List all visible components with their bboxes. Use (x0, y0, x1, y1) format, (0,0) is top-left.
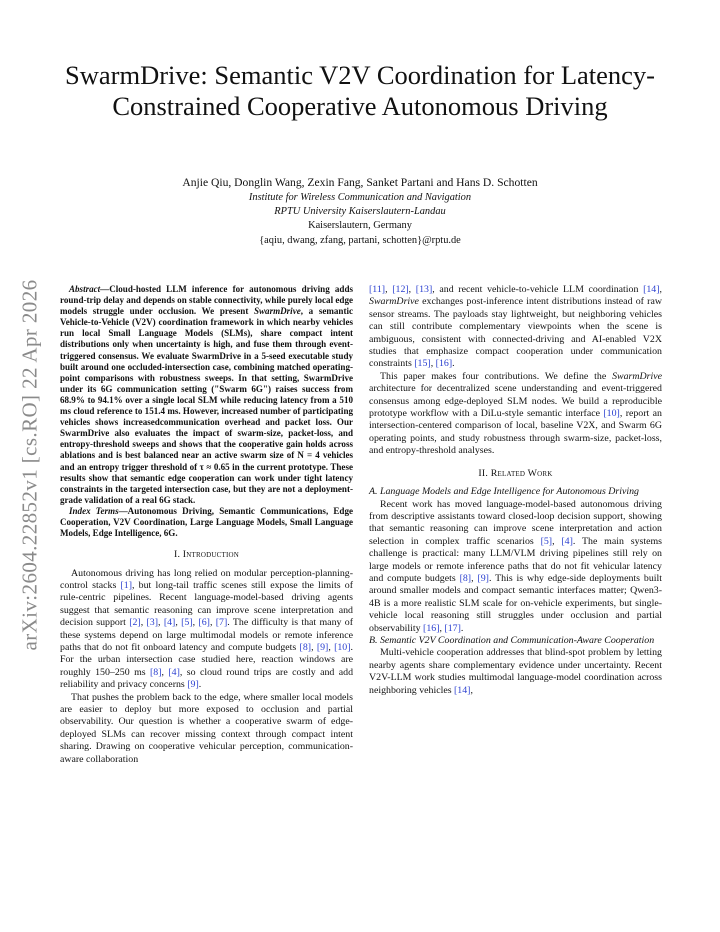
citation-link[interactable]: [2] (129, 617, 141, 629)
citation-link[interactable]: [16] (423, 622, 440, 634)
citation-link[interactable]: [14] (643, 284, 660, 295)
index-terms-label: Index Terms (69, 505, 119, 516)
citation-link[interactable]: [4] (168, 666, 180, 678)
abstract-label: Abstract (69, 284, 101, 294)
citation-link[interactable]: [15] (414, 358, 431, 370)
citation-link[interactable]: [7] (215, 617, 228, 629)
index-terms: Index Terms—Autonomous Driving, Semantic Communications, Edge Cooperation, V2V Coordination, Large Language Models, Small Language Models, Edge Intelligence, 6G. (60, 505, 354, 539)
citation-link[interactable]: [10] (334, 642, 351, 653)
citation-link[interactable]: [16] (435, 358, 453, 370)
email-list: {aqiu, dwang, zfang, partani, schotten}@rptu.de (259, 234, 461, 246)
citation-link[interactable]: [9] (316, 642, 329, 653)
institute-name: Institute for Wireless Communication and Navigation (248, 192, 472, 203)
citation-link[interactable]: [10] (603, 408, 620, 420)
system-name: SwarmDrive (612, 370, 662, 382)
paper-title: SwarmDrive: Semantic V2V Coordination for Latency-Constrained Cooperative Autonomous Driving (65, 60, 655, 121)
arxiv-identifier: arXiv:2604.22852v1 [cs.RO] 22 Apr 2026 (17, 279, 42, 651)
subsection-heading-b: B. Semantic V2V Coordination and Communication-Aware Cooperation (369, 634, 655, 646)
citation-link[interactable]: [8] (150, 666, 162, 678)
related-paragraph-a: Recent work has moved language-model-based autonomous driving from descriptive assistants toward closed-loop decision support, showing that semantic reasoning can improve scene interpretation and action selection in complex traffic scenarios [5], [4]. The main systems challenge is practical: many LLM/VLM driving pipelines still rely on large models or remote inference paths that do not fit vehicular latency and compute budgets [8], [9]. This is why edge-side deployments built around smaller models and compact semantic interfaces matter; Qwen3-4B is a more realistic SLM scale for on-vehicle experiments, but single-vehicle local reasoning still struggles under occlusion and partial observability [16], [17]. (369, 498, 663, 634)
intro-paragraph-1: Autonomous driving has long relied on modular perception-planning-control stacks [1], but long-tail traffic scenes still expose the limits of rule-centric pipelines. Recent language-model-based driving agents suggest that semantic reasoning can improve scene interpretation and decision support [2], [3], [4], [5], [6], [7]. The difficulty is that many of these systems depend on large multimodal models or remote inference paths that do not fit onboard latency and compute budgets [8], [9], [10]. For the urban intersection case studied here, reaction windows are roughly 150–250 ms [8], [4], so cloud round trips are costly and add reliability and privacy concerns [9]. (60, 567, 354, 691)
citation-link[interactable]: [8] (299, 642, 312, 653)
citation-link[interactable]: [6] (198, 617, 210, 629)
related-paragraph-b: Multi-vehicle cooperation addresses that blind-spot problem by letting nearby agents share complementary evidence under uncertainty. Recent V2V-LLM work studies multimodal language-model coordination across neighboring vehicles [14], (369, 647, 662, 696)
left-column (60, 284, 353, 766)
system-name: SwarmDrive (253, 306, 301, 317)
citation-link[interactable]: [12] (392, 284, 409, 295)
intro-paragraph-3: This paper makes four contributions. We define the SwarmDrive architecture for decentralized scene understanding and event-triggered consensus among edge-deployed SLM nodes. We build a reproducible prototype workflow with a DiLu-style semantic interface [10], report an intersection-centered comparison of local, baseline V2X, and Swarm 6G operating points, and study robustness through swarm-size, packet-loss, and entropy-threshold analyses. (369, 370, 662, 457)
citation-link[interactable]: [11] (369, 284, 386, 295)
citation-link[interactable]: [5] (540, 535, 553, 547)
citation-link[interactable]: [4] (163, 617, 176, 629)
affiliation-block (60, 191, 660, 248)
citation-link[interactable]: [4] (561, 535, 573, 547)
citation-link[interactable]: [3] (146, 617, 159, 629)
arxiv-stamp (10, 260, 50, 670)
intro-paragraph-2: That pushes the problem back to the edge, where smaller local models are easier to deploy but more exposed to occlusion and partial observability. Our question is whether a cooperative swarm of edge-deployed SLMs can recover missing context through compact intent sharing. Drawing on cooperative vehicular perception, communication-aware collaboration (60, 691, 353, 765)
location: Kaiserslautern, Germany (308, 220, 412, 232)
system-name: SwarmDrive (369, 296, 419, 308)
citation-link[interactable]: [1] (120, 579, 132, 591)
citation-link[interactable]: [9] (187, 679, 199, 691)
right-column (369, 284, 662, 697)
section-heading-related-work: II. Related Work (478, 467, 553, 479)
citation-link[interactable]: [5] (181, 617, 193, 629)
citation-link[interactable]: [14] (454, 684, 471, 696)
citation-link[interactable]: [9] (477, 572, 489, 584)
abstract: Abstract—Cloud-hosted LLM inference for autonomous driving adds round-trip delay and depends on stable connectivity, while purely local edge models struggle under occlusion. We present SwarmDrive, a semantic Vehicle-to-Vehicle (V2V) coordination framework in which nearby vehicles run local Small Language Models (SLMs), share compact intent distributions only when uncertainty is high, and fuse them through event-triggered consensus. We evaluate SwarmDrive in a 5-seed executable study built around one occluded-intersection case, combining matched operating-point comparisons with robustness sweeps. In that setting, SwarmDrive under its 6G communication setting ("Swarm 6G") raises success from 68.9% to 94.1% over a single local SLM while reducing latency from a 510 ms cloud reference to 151.4 ms. However, increased number of participating vehicles shows increasedcommunication overhead and packet loss. Our SwarmDrive also evaluates the impact of swarm-size, packet-loss, and entropy-threshold sweeps and shows that the cooperative gain holds across ablations and is best balanced near an active swarm size of N = 4 vehicles and an entropy trigger threshold of τ ≈ 0.65 in the current prototype. These results show that semantic edge cooperation can work under tight latency constraints in the targeted intersection case, but they are not a deployment-grade validation of a real 6G stack. (60, 284, 353, 505)
university-name: RPTU University Kaiserslautern-Landau (274, 206, 446, 218)
citation-link[interactable]: [17] (444, 622, 461, 634)
intro-paragraph-2-continued: [11], [12], [13], and recent vehicle-to-vehicle LLM coordination [14], SwarmDrive exchanges post-inference intent distributions instead of raw sensor streams. The payloads stay lightweight, but neighboring vehicles can still contribute complementary viewpoints when the scene is ambiguous, consistent with connected-driving and AI-enabled V2X studies that emphasize compact cooperation under communication constraints [15], [16]. (369, 284, 662, 370)
section-heading-introduction: I. Introduction (173, 549, 240, 561)
subsection-heading-a: A. Language Models and Edge Intelligence for Autonomous Driving (369, 486, 639, 498)
author-list: Anjie Qiu, Donglin Wang, Zexin Fang, Sanket Partani and Hans D. Schotten (182, 176, 538, 189)
citation-link[interactable]: [13] (415, 284, 433, 295)
citation-link[interactable]: [8] (459, 572, 472, 584)
